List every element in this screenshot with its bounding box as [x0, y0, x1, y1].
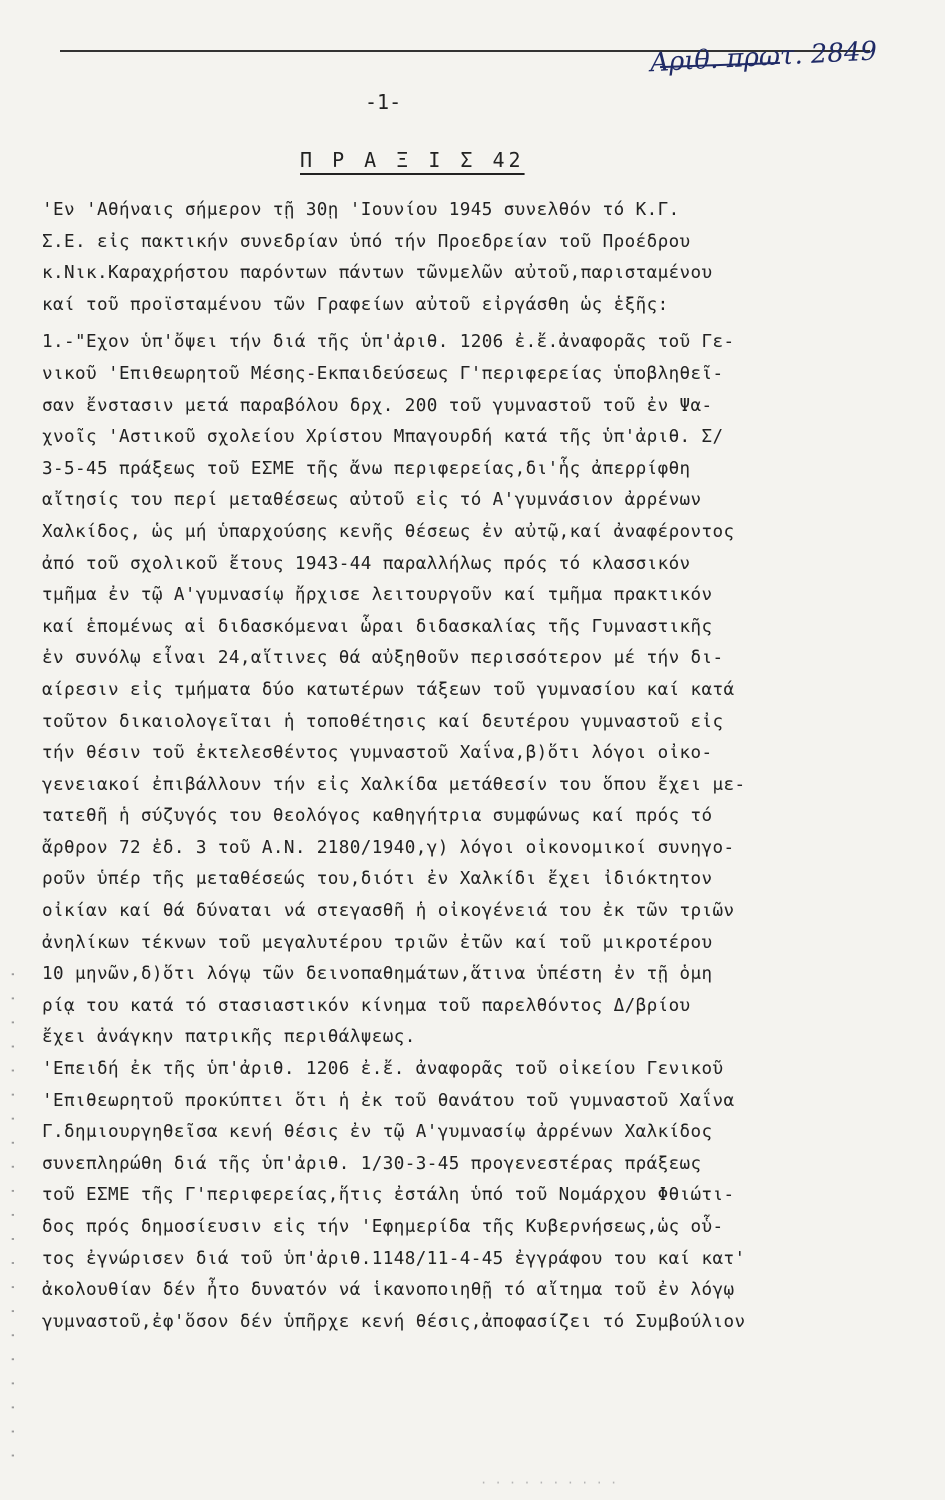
text-line: 1.-"Εχον ὑπ'ὄψει τήν διά τῆς ὑπ'ἀριθ. 1206 ἐ.ἔ.ἀναφορᾶς τοῦ Γε- — [42, 332, 735, 353]
text-line: ἀνηλίκων τέκνων τοῦ μεγαλυτέρου τριῶν ἐτῶν καί τοῦ μικροτέρου — [42, 932, 713, 953]
text-line: γυμναστοῦ,ἐφ'ὅσον δέν ὑπῆρχε κενή θέσις,ἀποφασίζει τό Συμβούλιον — [42, 1311, 746, 1332]
text-line: ἀπό τοῦ σχολικοῦ ἔτους 1943-44 παραλλήλως πρός τό κλασσικόν — [42, 553, 691, 574]
text-line: αἴτησίς του περί μεταθέσεως αὐτοῦ εἰς τό Α'γυμνάσιον ἀρρένων — [42, 490, 702, 511]
margin-marks: · · · · · · · · · · · · · · · · · · · · · — [4, 966, 22, 1460]
text-line: ρίᾳ του κατά τό στασιαστικόν κίνημα τοῦ παρελθόντος Δ/βρίου — [42, 995, 691, 1016]
text-line: οἰκίαν καί θά δύναται νά στεγασθῆ ἡ οἰκογένειά του ἐκ τῶν τριῶν — [42, 901, 735, 922]
text-line: δος πρός δημοσίευσιν εἰς τήν 'Εφημερίδα τῆς Κυβερνήσεως,ὡς οὗ- — [42, 1217, 724, 1237]
footer-stamp: · · · · · · · · · · — [480, 1476, 618, 1490]
text-line: 'Επιθεωρητοῦ προκύπτει ὅτι ἡ ἐκ τοῦ θανάτου τοῦ γυμναστοῦ Χαΐνα — [42, 1090, 735, 1111]
text-line: Γ.δημιουργηθεῖσα κενή θέσις ἐν τῷ Α'γυμνασίῳ ἀρρένων Χαλκίδος — [42, 1122, 713, 1143]
text-line: γενειακοί ἐπιβάλλουν τήν εἰς Χαλκίδα μετάθεσίν του ὅπου ἔχει με- — [42, 774, 746, 795]
text-line: τοῦ ΕΣΜΕ τῆς Γ'περιφερείας,ἥτις ἐστάλη ὑπό τοῦ Νομάρχου Φθιώτι- — [42, 1185, 735, 1206]
text-line: καί τοῦ προϊσταμένου τῶν Γραφείων αὐτοῦ εἰργάσθη ὡς ἑξῆς: — [42, 294, 669, 315]
document-heading: Π Ρ Α Ξ Ι Σ 42 — [300, 148, 525, 172]
text-line: τος ἐγνώρισεν διά τοῦ ὑπ'ἀριθ.1148/11-4-45 ἐγγράφου του καί κατ' — [42, 1248, 746, 1269]
text-line: νικοῦ 'Επιθεωρητοῦ Μέσης-Εκπαιδεύσεως Γ'περιφερείας ὑποβληθεῖ- — [42, 363, 724, 384]
text-line: τοῦτον δικαιολογεῖται ἡ τοποθέτησις καί δευτέρου γυμναστοῦ εἰς — [42, 711, 724, 732]
text-line: 3-5-45 πράξεως τοῦ ΕΣΜΕ τῆς ἄνω περιφερείας,δι'ἧς ἀπερρίφθη — [42, 458, 691, 479]
text-line: 10 μηνῶν,δ)ὅτι λόγῳ τῶν δεινοπαθημάτων,ἅτινα ὑπέστη ἐν τῇ ὁμη — [42, 964, 713, 985]
text-line: σαν ἔνστασιν μετά παραβόλου δρχ. 200 τοῦ γυμναστοῦ τοῦ ἐν Ψα- — [42, 395, 713, 416]
handwritten-reference-note: Αριθ. πρωτ. 2849 — [649, 36, 878, 79]
text-line: ἄρθρον 72 ἐδ. 3 τοῦ Α.Ν. 2180/1940,γ) λόγοι οἰκονομικοί συνηγο- — [42, 837, 735, 858]
text-line: κ.Νικ.Καραχρήστου παρόντων πάντων τῶνμελῶν αὐτοῦ,παρισταμένου — [42, 263, 713, 284]
text-line: ἀκολουθίαν δέν ἦτο δυνατόν νά ἱκανοποιηθῇ τό αἴτημα τοῦ ἐν λόγῳ — [42, 1280, 735, 1301]
text-line: συνεπληρώθη διά τῆς ὑπ'ἀριθ. 1/30-3-45 προγενεστέρας πράξεως — [42, 1153, 702, 1174]
text-line: ἔχει ἀνάγκην πατρικῆς περιθάλψεως. — [42, 1027, 416, 1048]
text-line: ἐν συνόλῳ εἶναι 24,αἵτινες θά αὐξηθοῦν περισσότερον μέ τήν δι- — [42, 648, 724, 669]
text-line: τήν θέσιν τοῦ ἐκτελεσθέντος γυμναστοῦ Χαΐνα,β)ὅτι λόγοι οἰκο- — [42, 743, 713, 764]
text-line: 'Εν 'Αθήναις σήμερον τῇ 30ῃ 'Ιουνίου 1945 συνελθόν τό Κ.Γ. — [42, 200, 680, 220]
text-line: αίρεσιν εἰς τμήματα δύο κατωτέρων τάξεων τοῦ γυμνασίου καί κατά — [42, 679, 735, 700]
text-line: Χαλκίδος, ὡς μή ὑπαρχούσης κενῆς θέσεως ἐν αὐτῷ,καί ἀναφέροντος — [42, 521, 735, 542]
text-line: τατεθῆ ἡ σύζυγός του θεολόγος καθηγήτρια συμφώνως καί πρός τό — [42, 806, 713, 827]
text-line: τμῆμα ἐν τῷ Α'γυμνασίῳ ἤρχισε λειτουργοῦν καί τμῆμα πρακτικόν — [42, 585, 713, 606]
text-line: καί ἑπομένως αἱ διδασκόμεναι ὧραι διδασκαλίας τῆς Γυμναστικῆς — [42, 616, 713, 637]
text-line: ροῦν ὑπέρ τῆς μεταθέσεώς του,διότι ἐν Χαλκίδι ἔχει ἰδιόκτητον — [42, 869, 713, 890]
page-number: -1- — [365, 90, 402, 114]
text-line: Σ.Ε. εἰς πακτικήν συνεδρίαν ὑπό τήν Προεδρείαν τοῦ Προέδρου — [42, 231, 691, 252]
text-line: χνοῖς 'Αστικοῦ σχολείου Χρίστου Μπαγουρδή κατά τῆς ὑπ'ἀριθ. Σ/ — [42, 427, 724, 448]
document-body — [42, 195, 922, 1338]
text-line: 'Επειδή ἐκ τῆς ὑπ'ἀριθ. 1206 ἐ.ἔ. ἀναφορᾶς τοῦ οἰκείου Γενικοῦ — [42, 1059, 724, 1080]
